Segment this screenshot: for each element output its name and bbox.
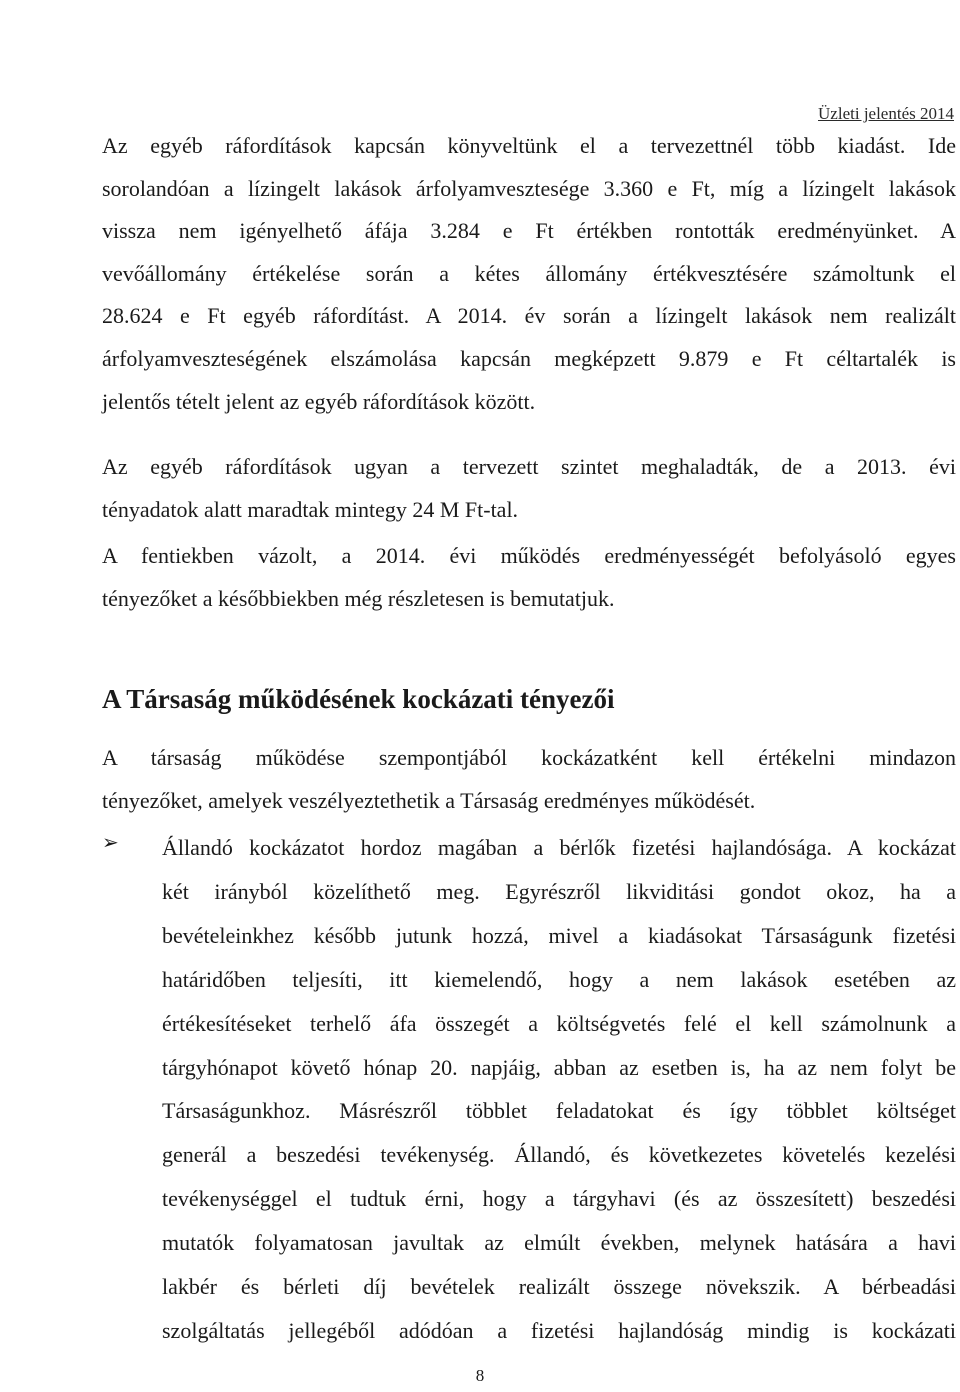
text-line: Társaságunkhoz. Másrészről többlet feladatokat és így többlet költséget <box>162 1098 956 1124</box>
page-number: 8 <box>475 1366 485 1385</box>
text-line: generál a beszedési tevékenység. Állandó, és következetes követelés kezelési <box>162 1142 956 1168</box>
text-line: határidőben teljesíti, itt kiemelendő, hogy a nem lakások esetében az <box>162 966 956 992</box>
text-line: A társaság működése szempontjából kockázatként kell értékelni mindazon <box>102 745 956 770</box>
running-header: Üzleti jelentés 2014 <box>818 104 954 123</box>
text-line: tárgyhónapot követő hónap 20. napjáig, abban az esetben is, ha az nem folyt be <box>162 1054 956 1080</box>
text-line: jelentős tételt jelent az egyéb ráfordítások között. <box>102 388 536 414</box>
text-line: két irányból közelíthető meg. Egyrészről likviditási gondot okoz, ha a <box>162 878 956 904</box>
text-line: tényadatok alatt maradtak mintegy 24 M Ft-tal. <box>102 496 519 522</box>
text-line: A fentiekben vázolt, a 2014. évi működés eredményességét befolyásoló egyes <box>102 543 956 568</box>
text-line: Az egyéb ráfordítások ugyan a tervezett szintet meghaladták, de a 2013. évi <box>102 454 956 479</box>
text-line: tényezőket, amelyek veszélyeztethetik a Társaság eredményes működését. <box>102 787 756 813</box>
text-line: vissza nem igényelhető áfája 3.284 e Ft értékben rontották eredményünket. A <box>102 218 956 244</box>
text-line: árfolyamveszteségének elszámolása kapcsán megképzett 9.879 e Ft céltartalék is <box>102 345 956 371</box>
text-line: tényezőket a későbbiekben még részletesen is bemutatjuk. <box>102 585 615 611</box>
text-line: vevőállomány értékelése során a kétes állomány értékvesztésére számoltunk el <box>102 260 956 286</box>
text-line: értékesítéseket terhelő áfa összegét a költségvetés felé el kell számolnunk a <box>162 1010 956 1036</box>
section-heading: A Társaság működésének kockázati tényezői <box>102 684 615 714</box>
text-line: sorolandóan a lízingelt lakások árfolyamvesztesége 3.360 e Ft, míg a lízingelt lakások <box>102 175 956 201</box>
text-line: tevékenységgel el tudtuk érni, hogy a tárgyhavi (és az összesített) beszedési <box>162 1186 956 1212</box>
arrow-bullet-icon: ➢ <box>102 830 119 854</box>
text-line: Állandó kockázatot hordoz magában a bérlők fizetési hajlandósága. A kockázat <box>162 835 956 860</box>
text-line: lakbér és bérleti díj bevételek realizált összege növekszik. A bérbeadási <box>162 1274 956 1300</box>
paragraph-risk-intro <box>102 737 956 822</box>
text-line: Az egyéb ráfordítások kapcsán könyveltünk el a tervezettnél több kiadást. Ide <box>102 133 956 158</box>
bullet-text <box>162 826 956 1353</box>
text-line: 28.624 e Ft egyéb ráfordítást. A 2014. év során a lízingelt lakások nem realizált <box>102 303 956 329</box>
text-line: szolgáltatás jellegéből adódóan a fizetési hajlandóság mindig is kockázati <box>162 1317 956 1343</box>
paragraph-other-expenses <box>102 125 956 423</box>
text-line: mutatók folyamatosan javultak az elmúlt években, melynek hatására a havi <box>162 1230 956 1256</box>
paragraph-summary <box>102 535 956 620</box>
paragraph-planned-level <box>102 446 956 531</box>
text-line: bevételeinkhez később jutunk hozzá, mivel a kiadásokat Társaságunk fizetési <box>162 922 956 948</box>
